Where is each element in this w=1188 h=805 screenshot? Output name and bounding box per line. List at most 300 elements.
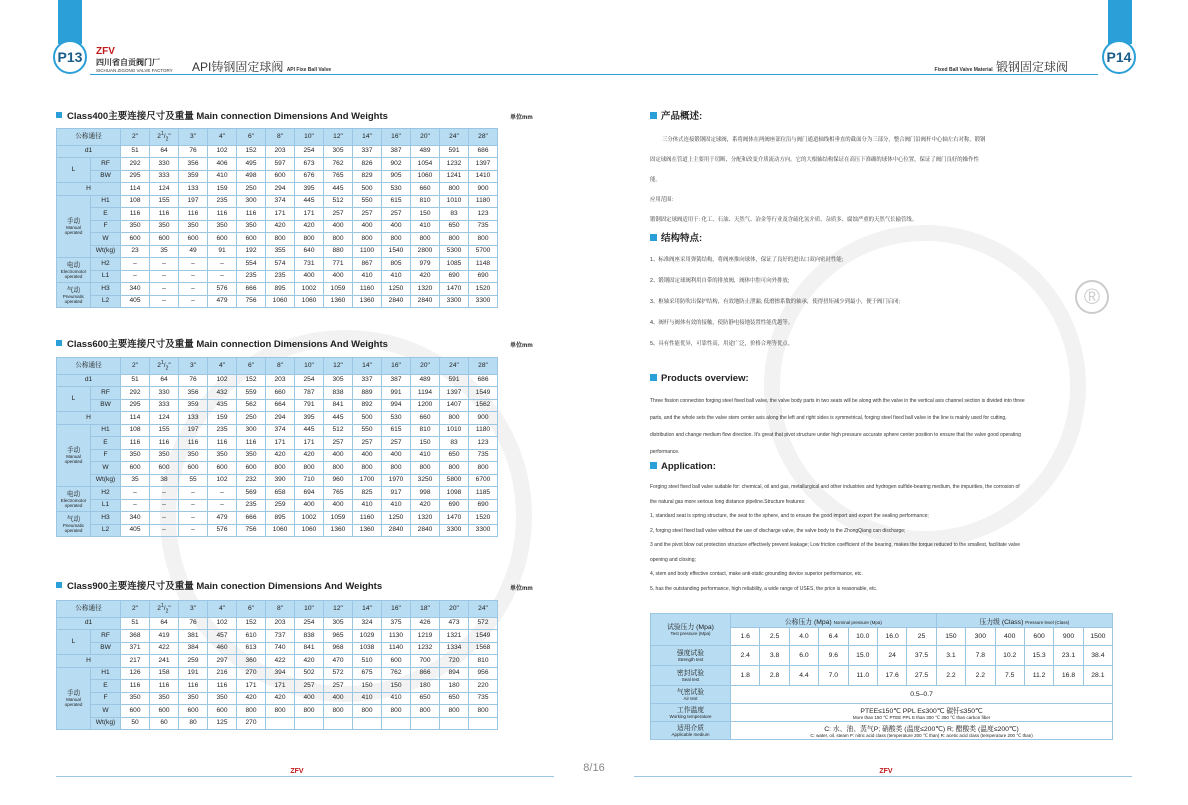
application-en-text: Forging steel fixed ball valve suitable for: chemical, oil and gas, metallurgical and other industries and hydrogen sulfide-bearing medium, the impurities, the corrosion of the natural gas more serious long distance pipeline.Structure features: 1, standard seat is spring structure, the seat to the sphere, and to ensure the good import and export the sealing performance; 2, forging steel fixed ball valve without the use of discharge valve, the valve body to the ZhongQiang can discharge; 3 and the pivot blow out protection structure effectively prevent leakage; Low friction coefficient of the bearing, makes the torque reduced to the smallest, facilitate valve opening and closing; 4, stem and body effective contact, make anti-static grounding device superior performance, etc. 5, has the outstanding performance, high reliability, a wide range of USES, the price is reasonable, etc. bbox=[650, 484, 1021, 592]
table-cell: 666 bbox=[237, 283, 266, 296]
table-row bbox=[57, 245, 498, 258]
table-cell: 1180 bbox=[469, 195, 498, 208]
group-label: 气动 Pneumatic operated bbox=[57, 283, 91, 308]
table-cell: 419 bbox=[150, 630, 179, 643]
row-sublabel: E bbox=[91, 437, 121, 450]
table-cell: 294 bbox=[266, 412, 295, 425]
table-cell: 15.3 bbox=[1024, 646, 1053, 666]
table-cell: 610 bbox=[237, 630, 266, 643]
table-cell: 9.6 bbox=[819, 646, 848, 666]
table-cell: 420 bbox=[295, 655, 324, 668]
table-cell: 374 bbox=[266, 195, 295, 208]
table-cell: 203 bbox=[266, 374, 295, 387]
bullet-square-icon bbox=[56, 340, 62, 346]
header-rule-left bbox=[90, 74, 594, 75]
table-cell: 800 bbox=[411, 705, 440, 718]
table-cell: 735 bbox=[469, 449, 498, 462]
size-header-cell: 8" bbox=[266, 601, 295, 618]
table-cell: 350 bbox=[237, 449, 266, 462]
table-cell: 512 bbox=[324, 195, 353, 208]
table-cell: 51 bbox=[121, 617, 150, 630]
table-cell: 7.8 bbox=[966, 646, 995, 666]
table-cell: 133 bbox=[179, 412, 208, 425]
table-cell: 800 bbox=[382, 462, 411, 475]
table-cell: 220 bbox=[469, 680, 498, 693]
row-label: d1 bbox=[57, 374, 121, 387]
table-cell: 810 bbox=[411, 424, 440, 437]
table-cell: 3300 bbox=[440, 295, 469, 308]
table-cell: 900 bbox=[469, 412, 498, 425]
table-cell: 257 bbox=[382, 437, 411, 450]
size-header-cell: $2^1/_2$" bbox=[150, 601, 179, 618]
table-cell: 591 bbox=[440, 145, 469, 158]
table-row bbox=[57, 270, 498, 283]
table-cell: 400 bbox=[353, 449, 382, 462]
table-cell: 28.1 bbox=[1083, 666, 1112, 686]
table-cell: 410 bbox=[382, 692, 411, 705]
table-cell: 600 bbox=[237, 462, 266, 475]
table-cell: 350 bbox=[208, 220, 237, 233]
table-row bbox=[57, 233, 498, 246]
table-cell: 800 bbox=[382, 233, 411, 246]
size-header-cell: 3" bbox=[179, 358, 208, 375]
size-header-cell: 20" bbox=[411, 129, 440, 146]
table-cell: 956 bbox=[469, 667, 498, 680]
table-cell: – bbox=[179, 295, 208, 308]
table-cell: 1180 bbox=[469, 424, 498, 437]
table-cell: 900 bbox=[1054, 628, 1083, 646]
table-cell: 400 bbox=[324, 499, 353, 512]
overview-cn-text: 三分体式连接锻钢固定球阀，系将阀体在两阀座部位沿与阀门通道轴线相垂直的截面分为三部分，整合阀门沿阀杆中心轴左右对称，锻钢 固定球阀在管道上主要用于切断、分配和改变介质流动方向。它的大根轴结构保证在高压下准确的球体中心位置，保证了阀门良好的操作性 能。 应用范围: 锻钢固定球阀适用于: 化工、石油、天然气、冶金等行业及含硫化氢介质、杂质多、腐蚀严重的天然气长输管线。 bbox=[650, 137, 986, 223]
table-cell: 17.6 bbox=[877, 666, 906, 686]
table-cell: 900 bbox=[469, 183, 498, 196]
table-cell: 866 bbox=[411, 667, 440, 680]
table-cell: 1562 bbox=[469, 399, 498, 412]
table-cell: 422 bbox=[150, 642, 179, 655]
table-cell: 800 bbox=[440, 233, 469, 246]
table-cell: 800 bbox=[324, 462, 353, 475]
table-cell: 216 bbox=[208, 667, 237, 680]
table-cell: 664 bbox=[266, 399, 295, 412]
table-cell: 257 bbox=[324, 437, 353, 450]
size-header-cell: 6" bbox=[237, 601, 266, 618]
table-cell: 1130 bbox=[382, 630, 411, 643]
table-cell bbox=[324, 717, 353, 730]
table-cell: 660 bbox=[411, 183, 440, 196]
size-header-cell: 6" bbox=[237, 358, 266, 375]
table-cell: – bbox=[179, 270, 208, 283]
table-cell: 102 bbox=[208, 474, 237, 487]
table-cell: 400 bbox=[324, 270, 353, 283]
table-cell: 640 bbox=[295, 245, 324, 258]
table-cell: 150 bbox=[353, 680, 382, 693]
row-sublabel: BW bbox=[91, 399, 121, 412]
size-header-cell: 18" bbox=[411, 601, 440, 618]
table-cell: 116 bbox=[121, 680, 150, 693]
table-header-cell: 公称通径 bbox=[57, 129, 121, 146]
table-cell: 787 bbox=[295, 387, 324, 400]
table-cell bbox=[353, 717, 382, 730]
table-cell: 116 bbox=[179, 437, 208, 450]
table-cell: 420 bbox=[237, 692, 266, 705]
table-row bbox=[651, 614, 1113, 628]
row-sublabel: W bbox=[91, 233, 121, 246]
bullet-square-icon bbox=[650, 234, 657, 241]
table-cell: 615 bbox=[382, 424, 411, 437]
table-cell: 530 bbox=[382, 183, 411, 196]
table-cell: 257 bbox=[324, 680, 353, 693]
table-cell: 330 bbox=[150, 158, 179, 171]
table-cell: 51 bbox=[121, 374, 150, 387]
table-cell: 735 bbox=[469, 692, 498, 705]
table-cell: 613 bbox=[237, 642, 266, 655]
group-label: 电动 Electromotor operated bbox=[57, 487, 91, 512]
table-cell: 55 bbox=[179, 474, 208, 487]
table-cell: 5700 bbox=[469, 245, 498, 258]
table-cell: 11.2 bbox=[1024, 666, 1053, 686]
table-cell: 410 bbox=[382, 270, 411, 283]
table-cell: 76 bbox=[179, 374, 208, 387]
table-cell: 410 bbox=[411, 449, 440, 462]
bullet-square-icon bbox=[650, 374, 657, 381]
table-cell: 257 bbox=[324, 208, 353, 221]
table-cell: 591 bbox=[440, 374, 469, 387]
table-row bbox=[57, 512, 498, 525]
table-cell: 1397 bbox=[440, 387, 469, 400]
table-cell: 615 bbox=[382, 195, 411, 208]
row-sublabel: E bbox=[91, 680, 121, 693]
table-cell: 600 bbox=[237, 233, 266, 246]
table-cell: 867 bbox=[353, 258, 382, 271]
row-sublabel: F bbox=[91, 449, 121, 462]
table-cell: 203 bbox=[266, 145, 295, 158]
size-header-cell: 16" bbox=[382, 129, 411, 146]
table-cell: 171 bbox=[295, 208, 324, 221]
table-cell: 800 bbox=[411, 462, 440, 475]
table-row bbox=[57, 412, 498, 425]
table-cell: 2840 bbox=[382, 295, 411, 308]
table-cell: 502 bbox=[295, 667, 324, 680]
table-cell: 690 bbox=[469, 499, 498, 512]
table-cell: 350 bbox=[208, 449, 237, 462]
table-cell: 294 bbox=[266, 183, 295, 196]
table-cell: 171 bbox=[266, 680, 295, 693]
table-cell: 432 bbox=[208, 387, 237, 400]
page-tab-right bbox=[1108, 0, 1132, 44]
table-cell: 297 bbox=[208, 655, 237, 668]
table-cell: 479 bbox=[208, 295, 237, 308]
title-en: Fixed Ball Valve Material bbox=[934, 67, 993, 73]
table-cell: 460 bbox=[208, 642, 237, 655]
unit-label: 单位mm bbox=[510, 586, 533, 592]
table-cell: 235 bbox=[237, 270, 266, 283]
table-cell: 740 bbox=[266, 642, 295, 655]
table-cell: 235 bbox=[266, 270, 295, 283]
table-cell: 400 bbox=[295, 499, 324, 512]
table-cell: 1002 bbox=[295, 512, 324, 525]
table-cell: 470 bbox=[324, 655, 353, 668]
row-sublabel: H1 bbox=[91, 195, 121, 208]
company-logo bbox=[96, 46, 186, 72]
table-cell: 125 bbox=[208, 717, 237, 730]
table-cell: 426 bbox=[411, 617, 440, 630]
table-cell: – bbox=[208, 270, 237, 283]
table-cell: 6.0 bbox=[789, 646, 818, 666]
table-cell: – bbox=[121, 270, 150, 283]
row-label: 适用介质 Applicable medium bbox=[651, 722, 731, 740]
table-cell: 64 bbox=[150, 617, 179, 630]
table-cell: 550 bbox=[353, 424, 382, 437]
table-cell: 150 bbox=[411, 208, 440, 221]
table-cell: 1060 bbox=[266, 295, 295, 308]
row-sublabel: Wt(kg) bbox=[91, 245, 121, 258]
table-row bbox=[57, 692, 498, 705]
table-row bbox=[651, 686, 1113, 704]
unit-label: 单位mm bbox=[510, 343, 533, 349]
table-cell: 1360 bbox=[324, 524, 353, 537]
table-cell: 762 bbox=[324, 158, 353, 171]
table-cell: 340 bbox=[121, 512, 150, 525]
table-cell: 500 bbox=[353, 183, 382, 196]
table-cell: 217 bbox=[121, 655, 150, 668]
size-header-cell: $2^1/_2$" bbox=[150, 358, 179, 375]
table-cell: 1397 bbox=[469, 158, 498, 171]
size-header-cell: 10" bbox=[295, 358, 324, 375]
table-row bbox=[57, 449, 498, 462]
row-sublabel: F bbox=[91, 220, 121, 233]
table-cell: 600 bbox=[382, 655, 411, 668]
table-cell bbox=[266, 717, 295, 730]
right-page bbox=[594, 0, 1188, 805]
size-header-cell: 3" bbox=[179, 129, 208, 146]
table-cell: 350 bbox=[121, 449, 150, 462]
table-cell: 800 bbox=[382, 705, 411, 718]
table-cell: 124 bbox=[150, 412, 179, 425]
page-tab-left bbox=[58, 0, 82, 44]
table-cell: 892 bbox=[353, 399, 382, 412]
table-cell: 5300 bbox=[440, 245, 469, 258]
row-label: d1 bbox=[57, 145, 121, 158]
table-cell: 600 bbox=[208, 462, 237, 475]
table-cell: 1140 bbox=[382, 642, 411, 655]
table-cell: 771 bbox=[324, 258, 353, 271]
table-cell: 902 bbox=[382, 158, 411, 171]
table-cell: 333 bbox=[150, 170, 179, 183]
table-cell: 800 bbox=[324, 233, 353, 246]
table-cell: 159 bbox=[208, 183, 237, 196]
table-cell: 445 bbox=[324, 183, 353, 196]
table-cell: 2840 bbox=[411, 524, 440, 537]
table-cell: 410 bbox=[353, 692, 382, 705]
table-cell: 159 bbox=[208, 412, 237, 425]
table-cell: 841 bbox=[324, 399, 353, 412]
table-cell: 2.4 bbox=[731, 646, 760, 666]
table-cell: 574 bbox=[266, 258, 295, 271]
table-cell: 576 bbox=[208, 524, 237, 537]
table-cell: 510 bbox=[353, 655, 382, 668]
row-sublabel: H1 bbox=[91, 424, 121, 437]
table-cell: 400 bbox=[295, 692, 324, 705]
size-header-cell: 24" bbox=[440, 358, 469, 375]
table-cell: 133 bbox=[179, 183, 208, 196]
table-cell: 2.2 bbox=[966, 666, 995, 686]
table-cell: 445 bbox=[295, 195, 324, 208]
table-cell: 810 bbox=[469, 655, 498, 668]
table-cell: 76 bbox=[179, 145, 208, 158]
size-header-cell: 14" bbox=[353, 129, 382, 146]
t600-title: Class600主要连接尺寸及重量 Main connection Dimensions And Weights bbox=[56, 336, 388, 350]
table-cell: 694 bbox=[295, 487, 324, 500]
row-label: H bbox=[57, 183, 121, 196]
size-header-cell: 24" bbox=[469, 601, 498, 618]
table-cell: 710 bbox=[295, 474, 324, 487]
page-badge-right: P14 bbox=[1102, 40, 1136, 74]
table-cell: 420 bbox=[411, 270, 440, 283]
table-cell: 324 bbox=[353, 617, 382, 630]
table-cell: 998 bbox=[411, 487, 440, 500]
table-cell: 1500 bbox=[1083, 628, 1112, 646]
size-header-cell: 4" bbox=[208, 358, 237, 375]
table-cell: 968 bbox=[324, 642, 353, 655]
table-cell: 675 bbox=[353, 667, 382, 680]
table-cell: 737 bbox=[266, 630, 295, 643]
table-cell: 116 bbox=[121, 437, 150, 450]
table-cell: 374 bbox=[266, 424, 295, 437]
row-sublabel: BW bbox=[91, 170, 121, 183]
table-cell: 76 bbox=[179, 617, 208, 630]
table-cell: – bbox=[208, 487, 237, 500]
table-cell: 600 bbox=[179, 462, 208, 475]
table-row bbox=[57, 705, 498, 718]
table-cell: 116 bbox=[208, 680, 237, 693]
table-cell: – bbox=[121, 487, 150, 500]
size-header-cell: 28" bbox=[469, 358, 498, 375]
table-cell: 800 bbox=[324, 705, 353, 718]
size-header-cell: 8" bbox=[266, 129, 295, 146]
table-cell: 1700 bbox=[353, 474, 382, 487]
table-row bbox=[57, 387, 498, 400]
page-number: 8/16 bbox=[583, 762, 605, 774]
table-cell: 1360 bbox=[324, 295, 353, 308]
table-cell: 690 bbox=[440, 499, 469, 512]
table-cell: 15.0 bbox=[848, 646, 877, 666]
table-cell: – bbox=[179, 487, 208, 500]
table-cell: 16.8 bbox=[1054, 666, 1083, 686]
table-cell: – bbox=[150, 512, 179, 525]
table-cell: 756 bbox=[237, 295, 266, 308]
table-cell: 108 bbox=[121, 424, 150, 437]
table-cell: 394 bbox=[266, 667, 295, 680]
table-cell: 1970 bbox=[382, 474, 411, 487]
table-cell: 762 bbox=[382, 667, 411, 680]
table-cell: – bbox=[150, 270, 179, 283]
table-cell: 917 bbox=[382, 487, 411, 500]
t900-title: Class900主要连接尺寸及重量 Main conection Dimensions And Weights bbox=[56, 578, 382, 592]
table-cell: 108 bbox=[121, 195, 150, 208]
table-cell: 38.4 bbox=[1083, 646, 1112, 666]
table-cell: 1568 bbox=[469, 642, 498, 655]
table-cell: 756 bbox=[237, 524, 266, 537]
table-row bbox=[57, 295, 498, 308]
size-header-cell: 16" bbox=[382, 358, 411, 375]
table-cell: 23.1 bbox=[1054, 646, 1083, 666]
table-cell: 650 bbox=[440, 220, 469, 233]
table-cell: 340 bbox=[121, 283, 150, 296]
table-cell: 300 bbox=[237, 424, 266, 437]
table-cell: 259 bbox=[179, 655, 208, 668]
row-label: 气密试验 Air test bbox=[651, 686, 731, 704]
table-cell: 83 bbox=[440, 208, 469, 221]
bullet-square-icon bbox=[650, 112, 657, 119]
table-cell: 800 bbox=[469, 462, 498, 475]
table-cell: 35 bbox=[150, 245, 179, 258]
table-cell: 800 bbox=[440, 462, 469, 475]
table-row bbox=[57, 208, 498, 221]
table-cell: 235 bbox=[208, 424, 237, 437]
table-cell: 292 bbox=[121, 387, 150, 400]
table-cell: 838 bbox=[324, 387, 353, 400]
table-cell: 350 bbox=[150, 692, 179, 705]
table-row bbox=[57, 170, 498, 183]
table-cell: 257 bbox=[382, 208, 411, 221]
table-header-row bbox=[57, 358, 498, 375]
table-cell: 37.5 bbox=[907, 646, 936, 666]
table-cell: – bbox=[179, 512, 208, 525]
table-cell: 435 bbox=[208, 399, 237, 412]
table-row bbox=[57, 630, 498, 643]
table-cell: 445 bbox=[295, 424, 324, 437]
table-row bbox=[57, 145, 498, 158]
table-cell: 765 bbox=[324, 487, 353, 500]
table-cell: 116 bbox=[237, 208, 266, 221]
table-cell: 102 bbox=[208, 374, 237, 387]
table-cell: 3250 bbox=[411, 474, 440, 487]
table-cell: 152 bbox=[237, 145, 266, 158]
table-cell: 400 bbox=[324, 220, 353, 233]
table-cell: 3300 bbox=[469, 524, 498, 537]
page-title-left bbox=[192, 58, 331, 75]
table-cell: 38 bbox=[150, 474, 179, 487]
table-cell: 1060 bbox=[411, 170, 440, 183]
logo-cn: 四川省自贡阀门厂 bbox=[96, 58, 160, 67]
table-cell: 116 bbox=[237, 437, 266, 450]
table-cell: 359 bbox=[179, 170, 208, 183]
footer-rule-right bbox=[634, 776, 1132, 777]
row-sublabel: W bbox=[91, 462, 121, 475]
logo-en: SICHUAN ZIGONG VALVE FACTORY bbox=[96, 68, 173, 73]
table-row bbox=[57, 183, 498, 196]
table-cell: 572 bbox=[469, 617, 498, 630]
table-cell: 479 bbox=[208, 512, 237, 525]
table-cell: 489 bbox=[411, 374, 440, 387]
table-cell: 400 bbox=[324, 449, 353, 462]
table-cell: 80 bbox=[179, 717, 208, 730]
row-sublabel: RF bbox=[91, 158, 121, 171]
table-cell: 600 bbox=[208, 233, 237, 246]
table-cell: 232 bbox=[237, 474, 266, 487]
footer-logo-right: ZFV bbox=[879, 768, 893, 775]
class900-table bbox=[56, 600, 498, 730]
table-cell: 0.5–0.7 bbox=[731, 686, 1113, 704]
table-cell: 800 bbox=[469, 705, 498, 718]
table-cell: 350 bbox=[179, 220, 208, 233]
table-cell: 420 bbox=[266, 220, 295, 233]
table-cell: 158 bbox=[150, 667, 179, 680]
table-cell: 10.2 bbox=[995, 646, 1024, 666]
table-row bbox=[57, 617, 498, 630]
logo-mark: ZFV bbox=[96, 46, 115, 57]
table-cell: 152 bbox=[237, 617, 266, 630]
